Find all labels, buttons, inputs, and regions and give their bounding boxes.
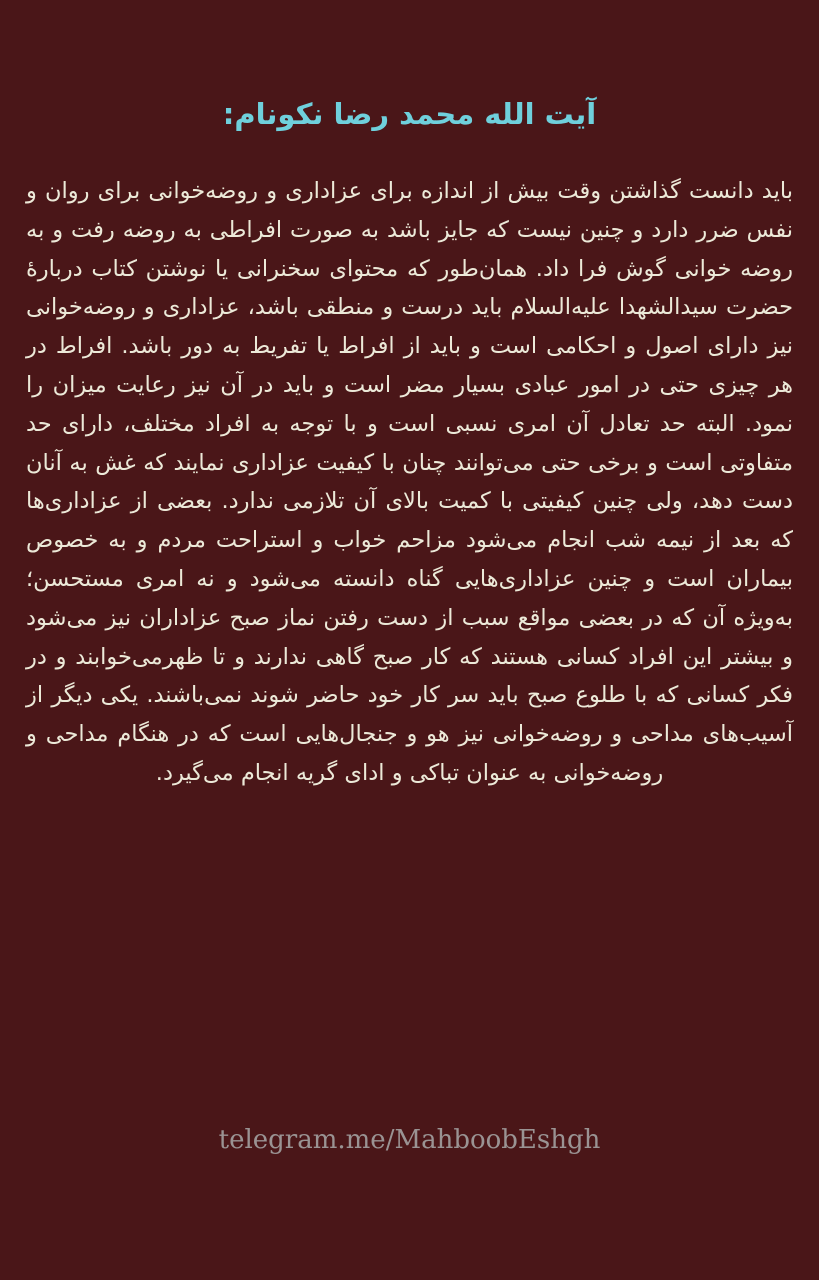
quote-body: باید دانست گذاشتن وقت بیش از اندازه برای عزاداری و روضه‌خوانی برای روان و نفس ضرر دارد و چنین نیست که جایز باشد به صورت افراطی به روضه رفت و به روضه خوانی گوش فرا داد. همان‌طور که محتوای سخنرانی یا نوشتن کتاب دربارهٔ حضرت سیدالشهدا علیه‌السلام باید درست و منطقی باشد، عزاداری و روضه‌خوانی نیز دارای اصول و احکامی است و باید از افراط یا تفریط به دور باشد. افراط در هر چیزی حتی در امور عبادی بسیار مضر است و باید در آن نیز رعایت میزان را نمود. البته حد تعادل آن امری نسبی است و با توجه به افراد مختلف، دارای حد متفاوتی است و برخی حتی می‌توانند چنان با کیفیت عزاداری نمایند که غش به آنان دست دهد، ولی چنین کیفیتی با کمیت بالای آن تلازمی ندارد. بعضی از عزاداری‌ها که بعد از نیمه شب انجام می‌شود مزاحم خواب و استراحت مردم و به خصوص بیماران است و چنین عزاداری‌هایی گناه دانسته می‌شود و نه امری مستحسن؛ به‌ویژه آن که در بعضی مواقع سبب از دست رفتن نماز صبح عزاداران نیز می‌شود و بیشتر این افراد کسانی هستند که کار صبح گاهی ندارند و تا ظهرمی‌خوابند و در فکر کسانی که با طلوع صبح باید سر کار خود حاضر شوند نمی‌باشند. یکی دیگر از آسیب‌های مداحی و روضه‌خوانی نیز هو و جنجال‌هایی است که در هنگام مداحی و روضه‌خوانی به عنوان تباکی و ادای گریه انجام می‌گیرد.	[26, 178, 793, 786]
channel-link: telegram.me/MahboobEshgh	[218, 1125, 601, 1155]
author-title: آیت الله محمد رضا نکونام:	[222, 97, 597, 131]
